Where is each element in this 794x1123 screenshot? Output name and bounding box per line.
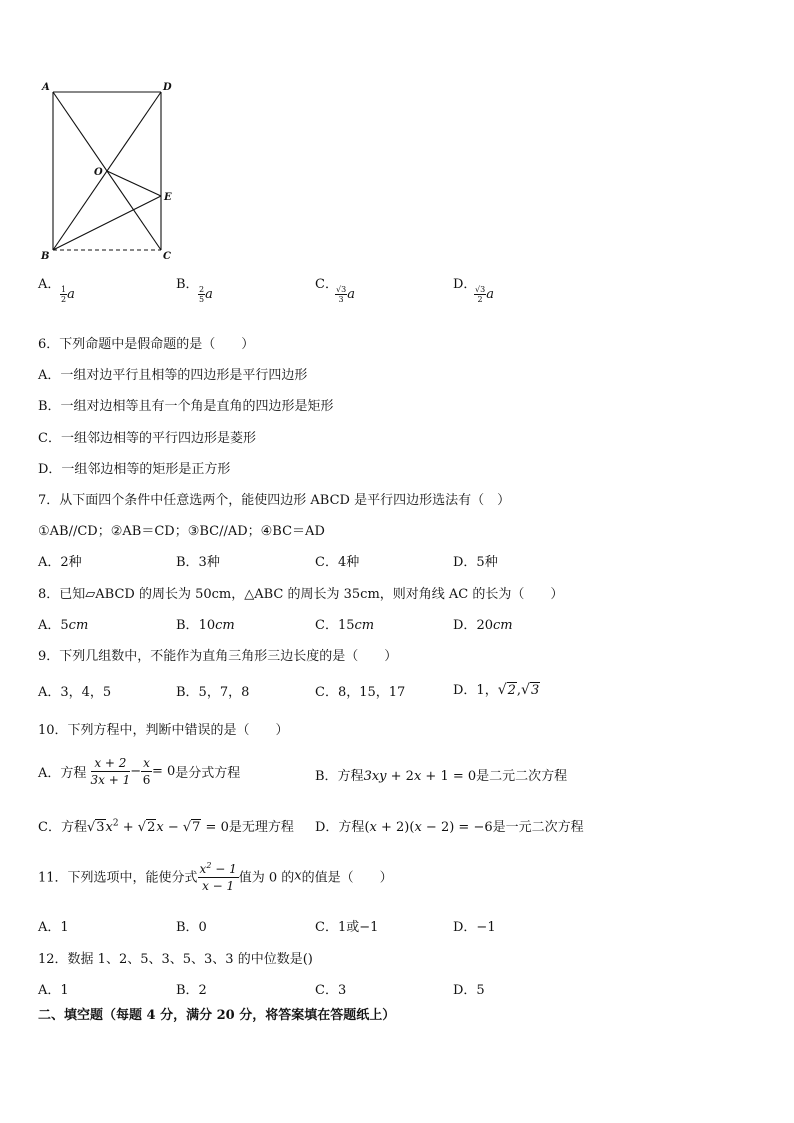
q7-option-d: D．5种	[453, 555, 498, 570]
q7-option-c: C．4种	[315, 555, 360, 570]
q5-option-d: D．	[453, 277, 477, 292]
label-e: E	[164, 192, 172, 203]
section-fill-in-heading: 二、填空题（每题 4 分，满分 20 分，将答案填在答题纸上）	[38, 1008, 396, 1023]
q11-option-b: B．0	[176, 920, 207, 935]
q7-option-b: B．3种	[176, 555, 220, 570]
q11-stem: 11．下列选项中，能使分式 $\frac{x^2 - 1}{x - 1}$ 值为 0 的x的值是（ ）	[38, 858, 393, 894]
q12-option-c: C．3	[315, 983, 347, 998]
q9-option-d: D．1，√2,√3	[453, 682, 540, 698]
q9-option-b: B．5，7，8	[176, 685, 250, 700]
q9-option-c: C．8，15，17	[315, 685, 406, 700]
q10-option-a: A．方程 $\frac{x + 2}{3x + 1}$ − $\frac{x}{6}$ = 0是分式方程	[38, 756, 241, 787]
q11-option-a: A．1	[38, 920, 69, 935]
q9-stem: 9．下列几组数中，不能作为直角三角形三边长度的是（ ）	[38, 649, 398, 664]
q7-option-a: A．2种	[38, 555, 82, 570]
q6-option-b: B．一组对边相等且有一个角是直角的四边形是矩形	[38, 399, 334, 414]
q10-option-d: D．方程(x + 2)(x − 2) = −6是一元二次方程	[315, 820, 584, 835]
q7-conditions: ①AB//CD；②AB＝CD；③BC//AD；④BC＝AD	[38, 524, 325, 539]
label-c: C	[163, 251, 171, 262]
q12-option-a: A．1	[38, 983, 69, 998]
q12-option-b: B．2	[176, 983, 207, 998]
label-b: B	[41, 251, 50, 262]
q12-stem: 12．数据 1、2、5、3、5、3、3 的中位数是()	[38, 952, 313, 967]
segment-be	[53, 196, 161, 250]
q5-option-b: B．	[176, 277, 199, 292]
q5-option-d-value: $\frac{√3}{2}$ a	[475, 285, 494, 304]
q11-option-c: C．1或−1	[315, 920, 379, 935]
q11-option-d: D．−1	[453, 920, 496, 935]
q8-option-c: C．15cm	[315, 618, 375, 633]
q5-option-a-value: $\frac{1}{2}$ a	[61, 285, 75, 304]
q8-stem: 8．已知▱ABCD 的周长为 50cm，△ABC 的周长为 35cm，则对角线 AC 的长为（ ）	[38, 587, 564, 602]
q10-stem: 10．下列方程中，判断中错误的是（ ）	[38, 723, 289, 738]
q6-option-d: D．一组邻边相等的矩形是正方形	[38, 462, 231, 477]
q7-stem: 7．从下面四个条件中任意选两个，能使四边形 ABCD 是平行四边形选法有（ ）	[38, 493, 511, 508]
q10-option-c: C．方程$√3x^2 + √2x - √7 = 0$是无理方程	[38, 818, 294, 835]
q6-option-c: C．一组邻边相等的平行四边形是菱形	[38, 431, 256, 446]
q8-option-b: B．10cm	[176, 618, 235, 633]
q5-option-b-value: $\frac{2}{5}$ a	[199, 285, 213, 304]
q5-option-c-value: $\frac{√3}{3}$ a	[336, 285, 355, 304]
q8-option-d: D．20cm	[453, 618, 513, 633]
q9-option-a: A．3，4，5	[38, 685, 112, 700]
q6-stem: 6．下列命题中是假命题的是（ ）	[38, 337, 255, 352]
label-a: A	[42, 82, 50, 93]
q6-option-a: A．一组对边平行且相等的四边形是平行四边形	[38, 368, 308, 383]
q12-option-d: D．5	[453, 983, 485, 998]
label-o: O	[94, 167, 103, 178]
rectangle-figure	[30, 72, 190, 267]
q8-option-a: A．5cm	[38, 618, 89, 633]
q10-option-b: B．方程3xy + 2x + 1 = 0是二元二次方程	[315, 769, 568, 784]
q5-option-c: C．	[315, 277, 338, 292]
q5-option-a: A．	[38, 277, 61, 292]
label-d: D	[163, 82, 172, 93]
